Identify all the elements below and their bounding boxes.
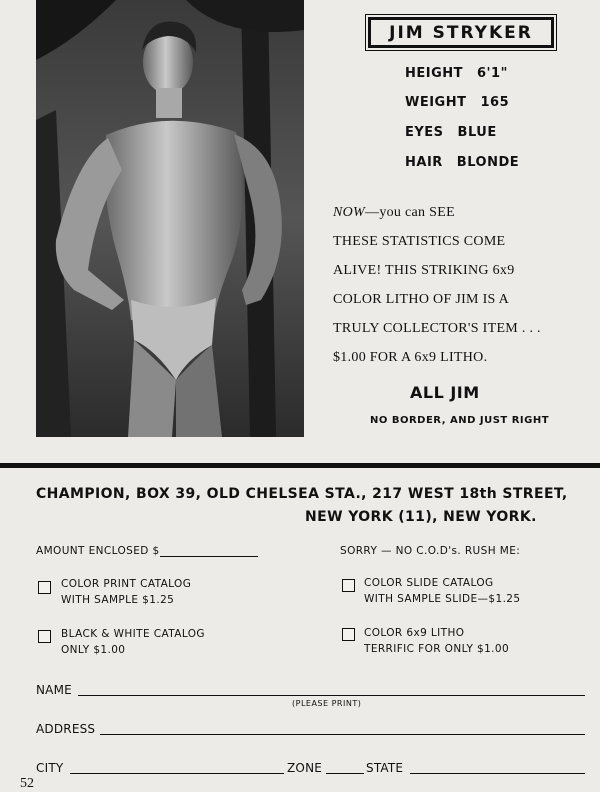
section-divider bbox=[0, 463, 600, 468]
model-name: JIM STRYKER bbox=[389, 22, 533, 43]
amount-enclosed bbox=[36, 545, 258, 557]
pitch-line-6: $1.00 FOR A 6x9 LITHO. bbox=[333, 350, 488, 365]
mailing-address-line-2: NEW YORK (11), NEW YORK. bbox=[305, 509, 537, 525]
pitch-line-5: TRULY COLLECTOR'S ITEM . . . bbox=[333, 321, 541, 336]
address-field[interactable] bbox=[100, 734, 585, 735]
option-line: ONLY $1.00 bbox=[61, 644, 126, 656]
checkbox-bw-catalog[interactable] bbox=[38, 630, 51, 643]
photo-illustration bbox=[36, 0, 304, 437]
option-line: COLOR SLIDE CATALOG bbox=[364, 577, 494, 589]
pitch-line-2: THESE STATISTICS COME bbox=[333, 234, 506, 249]
page-number: 52 bbox=[20, 776, 34, 791]
stat-label: HAIR bbox=[405, 155, 443, 170]
stat-value: 165 bbox=[480, 95, 510, 110]
option-color-slide-catalog bbox=[364, 575, 520, 607]
state-label: STATE bbox=[366, 761, 404, 775]
stat-label: EYES bbox=[405, 125, 444, 140]
option-line: COLOR PRINT CATALOG bbox=[61, 578, 192, 590]
city-field[interactable] bbox=[70, 773, 284, 774]
option-line: BLACK & WHITE CATALOG bbox=[61, 628, 205, 640]
stat-value: 6'1" bbox=[477, 66, 508, 81]
tagline: NO BORDER, AND JUST RIGHT bbox=[370, 415, 550, 426]
stat-label: WEIGHT bbox=[405, 95, 467, 110]
headline: ALL JIM bbox=[410, 383, 480, 402]
pitch-line-1 bbox=[333, 205, 455, 221]
option-line: WITH SAMPLE SLIDE—$1.25 bbox=[364, 593, 521, 605]
option-line: WITH SAMPLE $1.25 bbox=[61, 594, 175, 606]
option-color-print-catalog bbox=[61, 576, 191, 608]
stat-weight bbox=[405, 95, 509, 110]
city-label: CITY bbox=[36, 761, 64, 775]
amount-blank[interactable] bbox=[160, 546, 258, 557]
print-note: (PLEASE PRINT) bbox=[292, 699, 362, 708]
checkbox-color-slide-catalog[interactable] bbox=[342, 579, 355, 592]
pitch-line-4: COLOR LITHO OF JIM IS A bbox=[333, 292, 510, 307]
stat-label: HEIGHT bbox=[405, 66, 464, 81]
stat-value: BLONDE bbox=[456, 155, 520, 170]
amount-label: AMOUNT ENCLOSED $ bbox=[36, 545, 160, 557]
state-field[interactable] bbox=[410, 773, 585, 774]
stat-hair bbox=[405, 155, 519, 170]
option-bw-catalog bbox=[61, 626, 205, 658]
address-label: ADDRESS bbox=[36, 722, 96, 736]
mailing-address-line-1: CHAMPION, BOX 39, OLD CHELSEA STA., 217 WEST 18th STREET, bbox=[36, 486, 568, 502]
pitch-text: —you can SEE bbox=[365, 205, 455, 220]
option-line: COLOR 6x9 LITHO bbox=[364, 627, 465, 639]
option-line: TERRIFIC FOR ONLY $1.00 bbox=[364, 643, 510, 655]
option-color-litho bbox=[364, 625, 509, 657]
pitch-line-3: ALIVE! THIS STRIKING 6x9 bbox=[333, 263, 515, 278]
checkbox-color-litho[interactable] bbox=[342, 628, 355, 641]
stat-eyes bbox=[405, 125, 497, 140]
zone-field[interactable] bbox=[326, 773, 364, 774]
name-label: NAME bbox=[36, 683, 72, 697]
sorry-text: SORRY — NO C.O.D's. RUSH ME: bbox=[340, 545, 521, 557]
stat-value: BLUE bbox=[457, 125, 497, 140]
model-photo bbox=[36, 0, 304, 437]
pitch-lead: NOW bbox=[333, 205, 366, 220]
stat-height bbox=[405, 66, 508, 81]
name-field[interactable] bbox=[78, 695, 585, 696]
model-name-box bbox=[368, 17, 554, 48]
checkbox-color-print-catalog[interactable] bbox=[38, 581, 51, 594]
zone-label: ZONE bbox=[287, 761, 323, 775]
